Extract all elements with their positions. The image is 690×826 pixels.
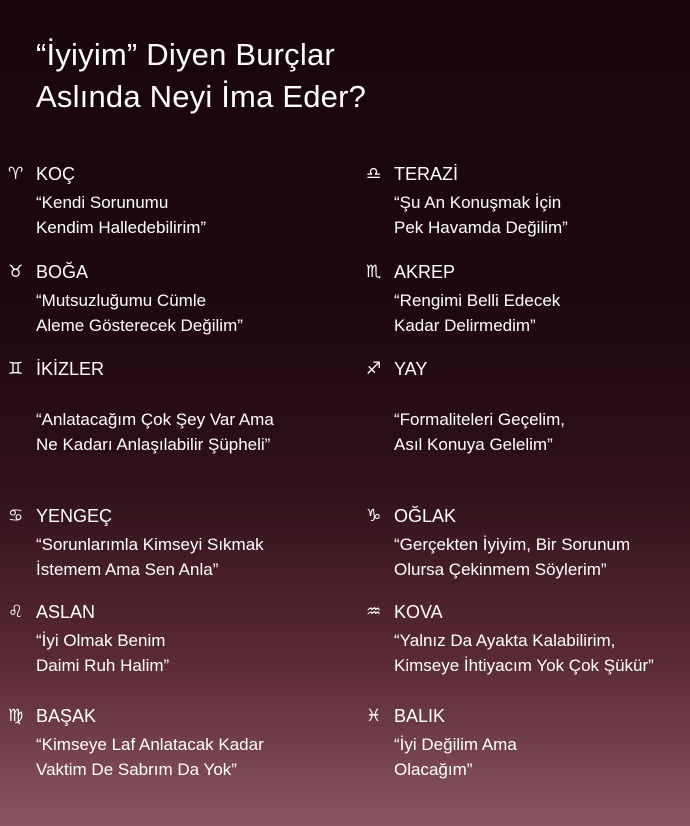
- zodiac-name: İKİZLER: [36, 359, 105, 379]
- quote-line-2: İstemem Ama Sen Anla”: [36, 560, 219, 579]
- zodiac-heading: [366, 260, 690, 284]
- zodiac-quote: [394, 628, 690, 678]
- zodiac-heading: [366, 162, 690, 186]
- zodiac-heading: [8, 600, 338, 624]
- quote-line-2: Vaktim De Sabrım Da Yok”: [36, 760, 237, 779]
- quote-line-1: “Mutsuzluğumu Cümle: [36, 291, 207, 310]
- leo-icon: ♌: [8, 602, 24, 622]
- quote-line-1: “İyi Olmak Benim: [36, 631, 166, 650]
- quote-line-2: Ne Kadarı Anlaşılabilir Şüpheli”: [36, 435, 271, 454]
- aquarius-icon: ♒: [366, 602, 382, 622]
- sagittarius-icon: ♐: [366, 359, 382, 379]
- zodiac-quote: [394, 190, 690, 240]
- zodiac-heading: [8, 162, 338, 186]
- quote-line-2: Pek Havamda Değilim”: [394, 218, 568, 237]
- cancer-icon: ♋: [8, 506, 24, 526]
- pisces-icon: ♓: [366, 706, 382, 726]
- zodiac-name: KOÇ: [36, 164, 76, 184]
- scorpio-icon: ♏: [366, 262, 382, 282]
- zodiac-name: AKREP: [394, 262, 456, 282]
- quote-line-2: Kimseye İhtiyacım Yok Çok Şükür”: [394, 656, 654, 675]
- quote-line-1: “Şu An Konuşmak İçin: [394, 193, 562, 212]
- zodiac-heading: [366, 357, 690, 381]
- zodiac-name: TERAZİ: [394, 164, 459, 184]
- quote-line-1: “İyi Değilim Ama: [394, 735, 517, 754]
- zodiac-quote: [36, 190, 338, 240]
- zodiac-heading: [8, 357, 338, 381]
- libra-icon: ♎: [366, 164, 382, 184]
- quote-line-1: “Yalnız Da Ayakta Kalabilirim,: [394, 631, 616, 650]
- zodiac-name: OĞLAK: [394, 506, 457, 526]
- quote-line-1: “Rengimi Belli Edecek: [394, 291, 561, 310]
- zodiac-entry: [8, 260, 338, 338]
- quote-line-1: “Kendi Sorunumu: [36, 193, 169, 212]
- zodiac-name: YENGEÇ: [36, 506, 113, 526]
- zodiac-heading: [366, 504, 690, 528]
- quote-line-2: Kadar Delirmedim”: [394, 316, 536, 335]
- zodiac-name: BAŞAK: [36, 706, 97, 726]
- zodiac-quote: [36, 628, 338, 678]
- zodiac-entry: [8, 504, 338, 582]
- zodiac-name: KOVA: [394, 602, 443, 622]
- title-line-2: Aslında Neyi İma Eder?: [36, 79, 367, 114]
- quote-line-1: “Anlatacağım Çok Şey Var Ama: [36, 410, 274, 429]
- capricorn-icon: ♑: [366, 506, 382, 526]
- page-title: [36, 34, 366, 118]
- zodiac-name: ASLAN: [36, 602, 96, 622]
- quote-line-2: Asıl Konuya Gelelim”: [394, 435, 553, 454]
- zodiac-quote: [36, 732, 338, 782]
- zodiac-name: YAY: [394, 359, 428, 379]
- zodiac-name: BALIK: [394, 706, 446, 726]
- quote-line-2: Daimi Ruh Halim”: [36, 656, 170, 675]
- zodiac-quote: [394, 288, 690, 338]
- gemini-icon: ♊: [8, 359, 24, 379]
- zodiac-heading: [8, 260, 338, 284]
- virgo-icon: ♍: [8, 706, 24, 726]
- zodiac-heading: [8, 704, 338, 728]
- title-line-1: “İyiyim” Diyen Burçlar: [36, 37, 335, 72]
- zodiac-quote: [394, 407, 690, 457]
- zodiac-heading: [8, 504, 338, 528]
- zodiac-entry: [366, 504, 690, 582]
- zodiac-heading: [366, 600, 690, 624]
- quote-line-2: Olursa Çekinmem Söylerim”: [394, 560, 607, 579]
- quote-line-1: “Formaliteleri Geçelim,: [394, 410, 565, 429]
- zodiac-quote: [394, 532, 690, 582]
- zodiac-entry: [8, 600, 338, 678]
- zodiac-entry: [8, 704, 338, 782]
- quote-line-1: “Gerçekten İyiyim, Bir Sorunum: [394, 535, 631, 554]
- quote-line-1: “Sorunlarımla Kimseyi Sıkmak: [36, 535, 264, 554]
- zodiac-name: BOĞA: [36, 262, 89, 282]
- zodiac-quote: [36, 532, 338, 582]
- zodiac-quote: [36, 288, 338, 338]
- zodiac-entry: [366, 260, 690, 338]
- quote-line-2: Aleme Gösterecek Değilim”: [36, 316, 243, 335]
- zodiac-entry: [8, 357, 338, 457]
- zodiac-heading: [366, 704, 690, 728]
- zodiac-entry: [366, 600, 690, 678]
- quote-line-2: Kendim Halledebilirim”: [36, 218, 207, 237]
- quote-line-2: Olacağım”: [394, 760, 473, 779]
- quote-line-1: “Kimseye Laf Anlatacak Kadar: [36, 735, 264, 754]
- taurus-icon: ♉: [8, 262, 24, 282]
- zodiac-quote: [36, 407, 338, 457]
- zodiac-quote: [394, 732, 690, 782]
- zodiac-entry: [366, 357, 690, 457]
- zodiac-entry: [366, 704, 690, 782]
- zodiac-entry: [8, 162, 338, 240]
- zodiac-entry: [366, 162, 690, 240]
- aries-icon: ♈: [8, 164, 24, 184]
